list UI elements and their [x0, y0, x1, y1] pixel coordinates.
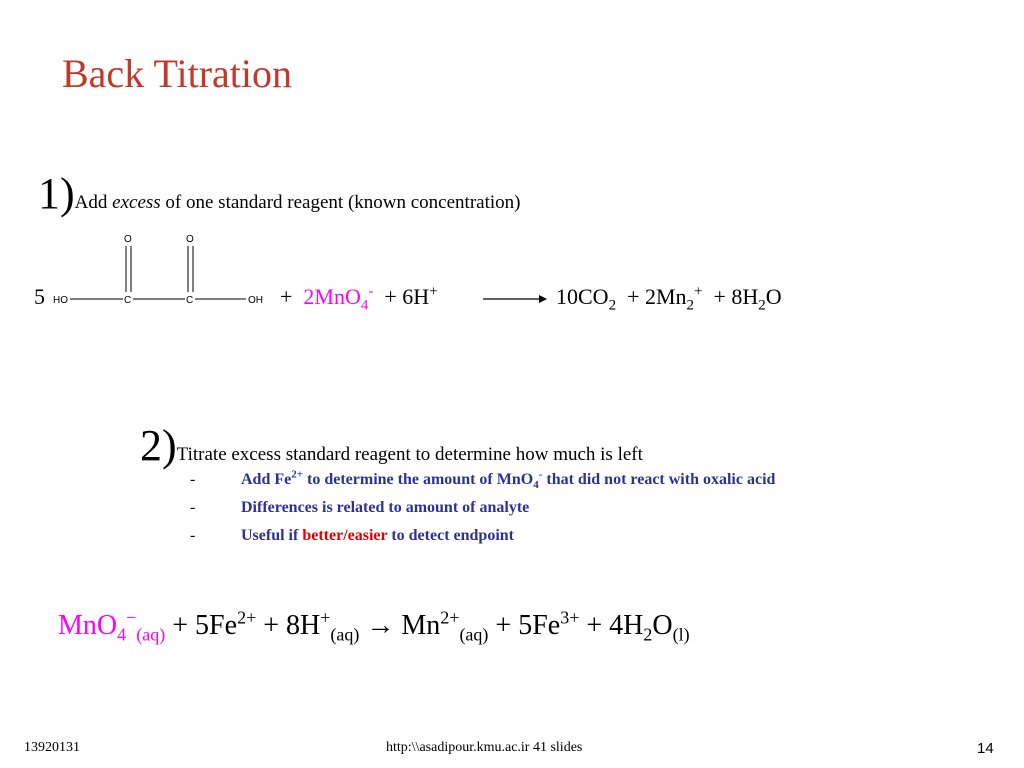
eq1-permanganate-sup: - [368, 283, 374, 300]
eq2-water-state: (l) [672, 624, 690, 645]
eq1-hydrogen: + 6H [384, 284, 430, 309]
eq2-iron3: + 5Fe [488, 610, 561, 641]
oxalic-acid-structure [50, 230, 280, 320]
eq2-water-o: O [652, 610, 673, 641]
eq2-permanganate-sub: 4 [117, 624, 127, 645]
bullet-1-sub: 4 [533, 479, 539, 492]
page-number: 14 [977, 740, 994, 757]
eq2-hydrogen: + 8H [256, 610, 321, 641]
footer-date: 13920131 [24, 740, 80, 755]
eq2-manganese-sup: 2+ [440, 607, 460, 628]
eq2-hydrogen-sup: + [320, 607, 331, 628]
eq1-co2: 10CO [556, 284, 609, 309]
bullet-dash: - [190, 499, 196, 516]
bullet-dash: - [190, 527, 196, 544]
eq1-water-o: O [765, 284, 782, 309]
eq1-water: + 8H [713, 284, 759, 309]
step-1-text-emphasis: excess [112, 192, 161, 213]
reaction-arrow-icon [483, 292, 549, 306]
bullet-3-text-a: Useful if [241, 527, 303, 544]
eq2-permanganate-sup: − [126, 607, 137, 628]
eq2-iron3-sup: 3+ [560, 607, 580, 628]
eq1-permanganate-formula: 2MnO [303, 284, 361, 309]
bullet-1-text-b: to determine the amount of MnO [303, 471, 534, 488]
eq1-co2-sub: 2 [608, 297, 617, 314]
eq1-permanganate [303, 283, 374, 314]
eq2-water-sub: 2 [643, 624, 653, 645]
eq2-water: + 4H [579, 610, 644, 641]
eq2-hydrogen-state: (aq) [330, 624, 360, 645]
eq2-iron2: + 5Fe [165, 610, 238, 641]
atom-c-2: C [186, 295, 194, 306]
step-2-text: Titrate excess standard reagent to determine how much is left [176, 444, 643, 465]
equation-1-products [556, 283, 782, 314]
eq1-mn-sub: 2 [686, 297, 695, 314]
bullet-3-text-b: to detect endpoint [387, 527, 514, 544]
equation-1-terms [280, 283, 438, 314]
eq1-permanganate-sub: 4 [360, 297, 369, 314]
bullet-1 [190, 468, 776, 492]
eq2-iron2-sup: 2+ [237, 607, 257, 628]
eq1-mn-sup: + [694, 283, 703, 300]
atom-oh: OH [248, 295, 263, 306]
bullet-2-text: Differences is related to amount of analyte [241, 499, 530, 516]
bullet-3 [190, 527, 514, 545]
bullet-1-text-a: Add Fe [241, 471, 292, 488]
atom-o-2: O [186, 234, 194, 245]
step-1 [38, 168, 520, 219]
eq2-permanganate [58, 607, 166, 645]
equation-2 [58, 607, 690, 645]
eq2-arrow-manganese: → Mn [359, 610, 441, 641]
atom-c-1: C [124, 295, 132, 306]
bullet-1-text-c: that did not react with oxalic acid [542, 471, 776, 488]
footer-url: http:\\asadipour.kmu.ac.ir 41 slides [386, 740, 583, 755]
eq2-permanganate-state: (aq) [136, 624, 166, 645]
eq1-coefficient: 5 [34, 284, 45, 309]
bullet-3-highlight: better/easier [302, 527, 388, 544]
eq2-manganese-state: (aq) [459, 624, 489, 645]
bullet-dash: - [190, 471, 196, 488]
slide-title: Back Titration [62, 51, 293, 96]
bullet-2 [190, 499, 529, 517]
step-2-number: 2) [140, 421, 177, 470]
eq1-hydrogen-sup: + [429, 283, 438, 300]
eq1-mn: + 2Mn [627, 284, 687, 309]
bullet-1-sup-mno4: - [538, 468, 543, 481]
atom-o-1: O [124, 234, 132, 245]
step-1-text-start: Add [74, 192, 113, 213]
bullet-1-sup-fe: 2+ [291, 468, 304, 481]
step-2 [140, 420, 643, 471]
step-1-text-end: of one standard reagent (known concentration) [160, 192, 521, 213]
equation-1 [34, 284, 45, 310]
atom-ho: HO [53, 295, 68, 306]
eq1-water-sub: 2 [758, 297, 766, 314]
eq1-plus: + [280, 284, 293, 309]
step-1-number: 1) [38, 169, 75, 218]
eq2-permanganate-formula: MnO [58, 610, 118, 641]
